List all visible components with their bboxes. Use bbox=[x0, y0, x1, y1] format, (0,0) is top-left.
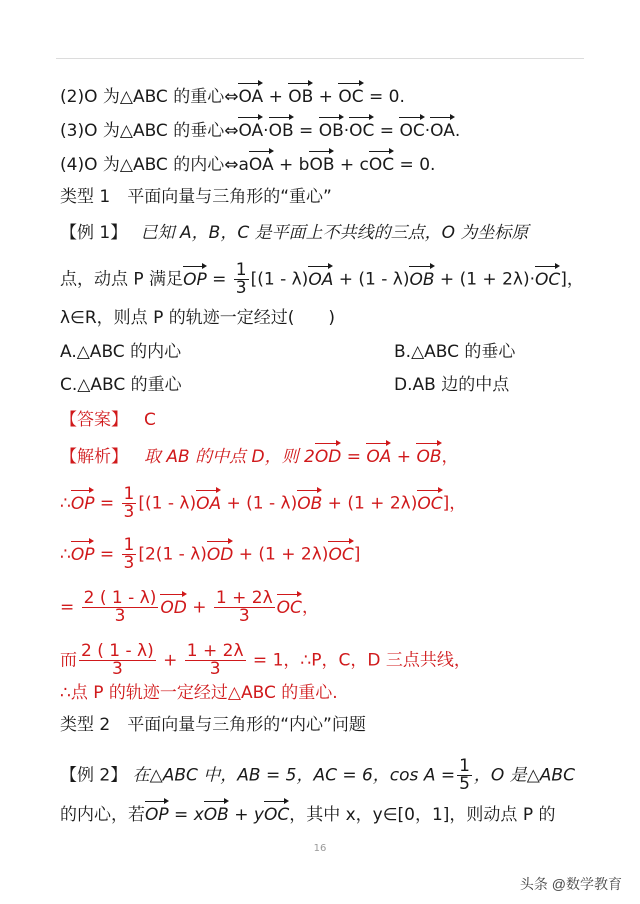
analysis-line6: ∴点 P 的轨迹一定经过△ABC 的重心. bbox=[60, 683, 338, 703]
property-2: (2)O 为△ABC 的重心⇔OA + OB + OC = 0. bbox=[60, 87, 405, 107]
analysis-line5: 而 $\frac{2 ( 1 - \lambda)}{3}$ + $\frac{1 + 2\lambda}{3}$ = 1，∴P，C，D 三点共线， bbox=[60, 641, 471, 679]
type2-heading: 类型 2 平面向量与三角形的“内心”问题 bbox=[60, 715, 366, 735]
example1-line1: 【例 1】 已知 A，B，C 是平面上不共线的三点，O 为坐标原 bbox=[60, 223, 529, 243]
example1-line2: 点，动点 P 满足OP = $\frac{1}{3}$ [(1 - λ)OA + (1 - λ)OB + (1 + 2λ)·OC]， bbox=[60, 260, 584, 298]
analysis-line1: 【解析】 取 AB 的中点 D，则 2OD = OA + OB， bbox=[60, 447, 459, 467]
example2-line2: 的内心，若OP = xOB + yOC，其中 x，y∈[0，1]，则动点 P 的 bbox=[60, 805, 556, 825]
option-a: A.△ABC 的内心 bbox=[60, 342, 182, 362]
property-3: (3)O 为△ABC 的垂心⇔OA·OB = OB·OC = OC·OA. bbox=[60, 121, 461, 141]
type1-heading: 类型 1 平面向量与三角形的“重心” bbox=[60, 187, 332, 207]
example2-line1: 【例 2】 在△ABC 中，AB = 5，AC = 6，cos A = $\frac{1}{5}$ ，O 是△ABC bbox=[60, 756, 575, 794]
watermark: 头条 @数学教育 bbox=[519, 876, 622, 892]
header-rule bbox=[56, 58, 584, 59]
option-c: C.△ABC 的重心 bbox=[60, 375, 182, 395]
page-number: 16 bbox=[313, 843, 327, 854]
option-b: B.△ABC 的垂心 bbox=[394, 342, 516, 362]
property-4: (4)O 为△ABC 的内心⇔aOA + bOB + cOC = 0. bbox=[60, 155, 436, 175]
analysis-line3: ∴OP = $\frac{1}{3}$ [2(1 - λ)OD + (1 + 2λ)OC] bbox=[60, 535, 361, 573]
analysis-line2: ∴OP = $\frac{1}{3}$ [(1 - λ)OA + (1 - λ)OB + (1 + 2λ)OC]， bbox=[60, 484, 467, 522]
option-d: D.AB 边的中点 bbox=[394, 375, 510, 395]
analysis-line4: = $\frac{2 ( 1 - \lambda)}{3}$ OD + $\frac{1 + 2\lambda}{3}$ OC， bbox=[60, 588, 319, 626]
example1-line3: λ∈R，则点 P 的轨迹一定经过( ) bbox=[60, 308, 336, 328]
answer-line: 【答案】 C bbox=[60, 410, 156, 430]
